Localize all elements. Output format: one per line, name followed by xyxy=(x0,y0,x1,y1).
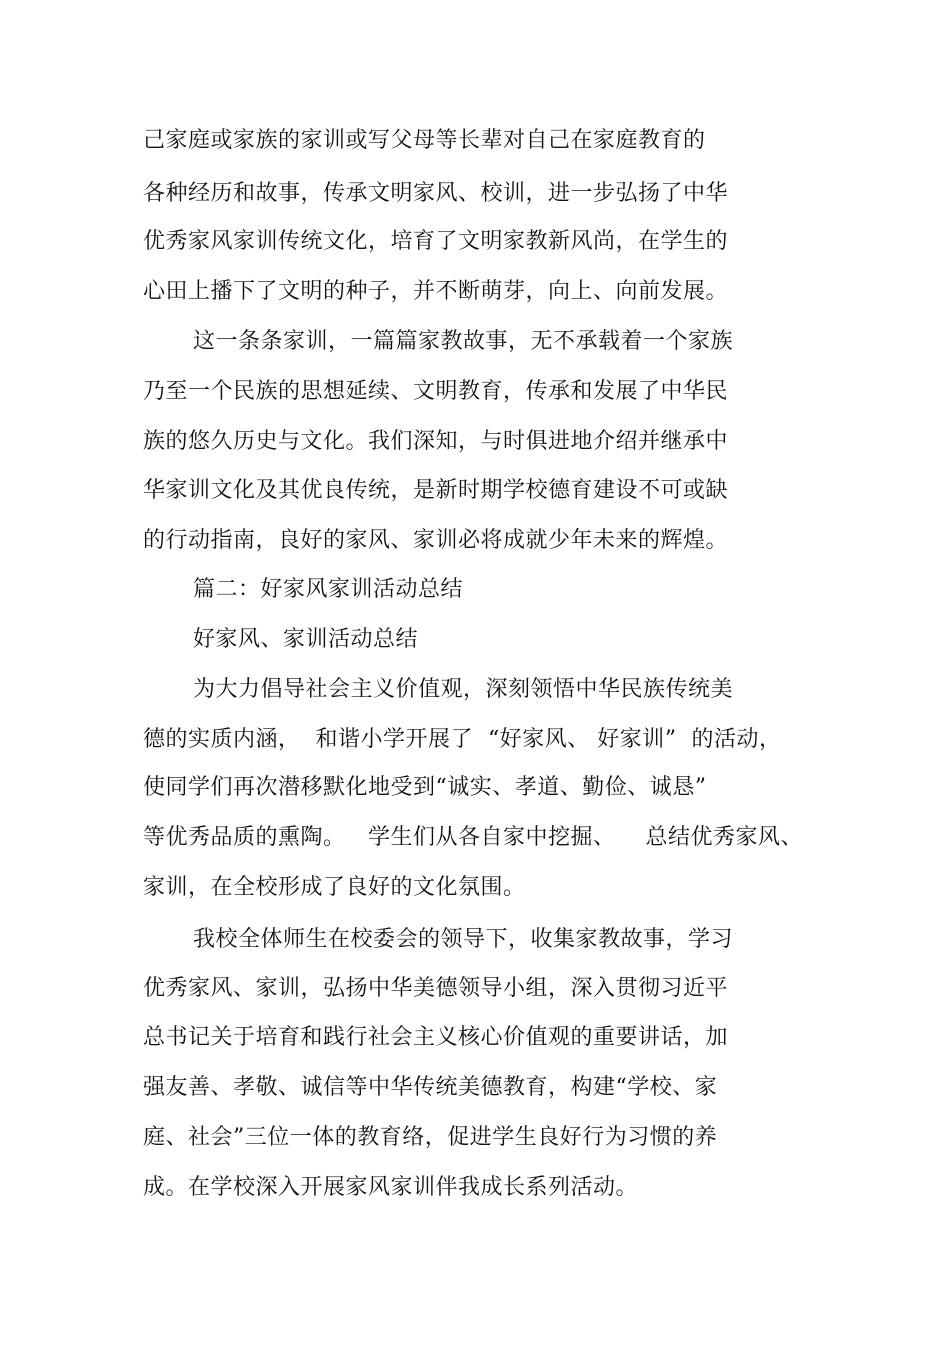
text-line: 使同学们再次潜移默化地受到“诚实、孝道、勤俭、诚恳” xyxy=(143,775,707,800)
text-line: 华家训文化及其优良传统，是新时期学校德育建设不可或缺 xyxy=(143,478,729,503)
text-line: 等优秀品质的熏陶。 学生们从各自家中挖掘、 总结优秀家风、 xyxy=(143,825,803,850)
section-heading: 篇二：好家风家训活动总结 xyxy=(193,577,464,602)
text-line: 心田上播下了文明的种子，并不断萌芽，向上、向前发展。 xyxy=(143,279,729,304)
text-line: 优秀家风家训传统文化，培育了文明家教新风尚，在学生的 xyxy=(143,229,729,254)
text-line: 乃至一个民族的思想延续、文明教育，传承和发展了中华民 xyxy=(143,379,729,404)
text-line: 己家庭或家族的家训或写父母等长辈对自己在家庭教育的 xyxy=(143,128,706,153)
text-line: 德的实质内涵， 和谐小学开展了 “好家风、 好家训” 的活动， xyxy=(143,727,782,752)
document-title: 好家风、家训活动总结 xyxy=(193,627,419,652)
text-line: 优秀家风、家训，弘扬中华美德领导小组，深入贯彻习近平 xyxy=(143,976,729,1001)
text-line: 家训，在全校形成了良好的文化氛围。 xyxy=(143,875,526,900)
text-line: 的行动指南，良好的家风、家训必将成就少年未来的辉煌。 xyxy=(143,528,729,553)
text-line: 族的悠久历史与文化。我们深知，与时俱进地介绍并继承中 xyxy=(143,429,729,454)
paragraph-first-line: 这一条条家训，一篇篇家教故事，无不承载着一个家族 xyxy=(193,329,734,354)
paragraph-first-line: 我校全体师生在校委会的领导下，收集家教故事，学习 xyxy=(193,927,734,952)
text-line: 成。在学校深入开展家风家训伴我成长系列活动。 xyxy=(143,1175,639,1200)
text-line: 总书记关于培育和践行社会主义核心价值观的重要讲话，加 xyxy=(143,1025,729,1050)
text-line: 强友善、孝敬、诚信等中华传统美德教育，构建“学校、家 xyxy=(143,1075,718,1100)
text-line: 庭、社会”三位一体的教育络，促进学生良好行为习惯的养 xyxy=(143,1125,718,1150)
text-line: 各种经历和故事，传承文明家风、校训，进一步弘扬了中华 xyxy=(143,181,729,206)
paragraph-first-line: 为大力倡导社会主义价值观，深刻领悟中华民族传统美 xyxy=(193,677,734,702)
